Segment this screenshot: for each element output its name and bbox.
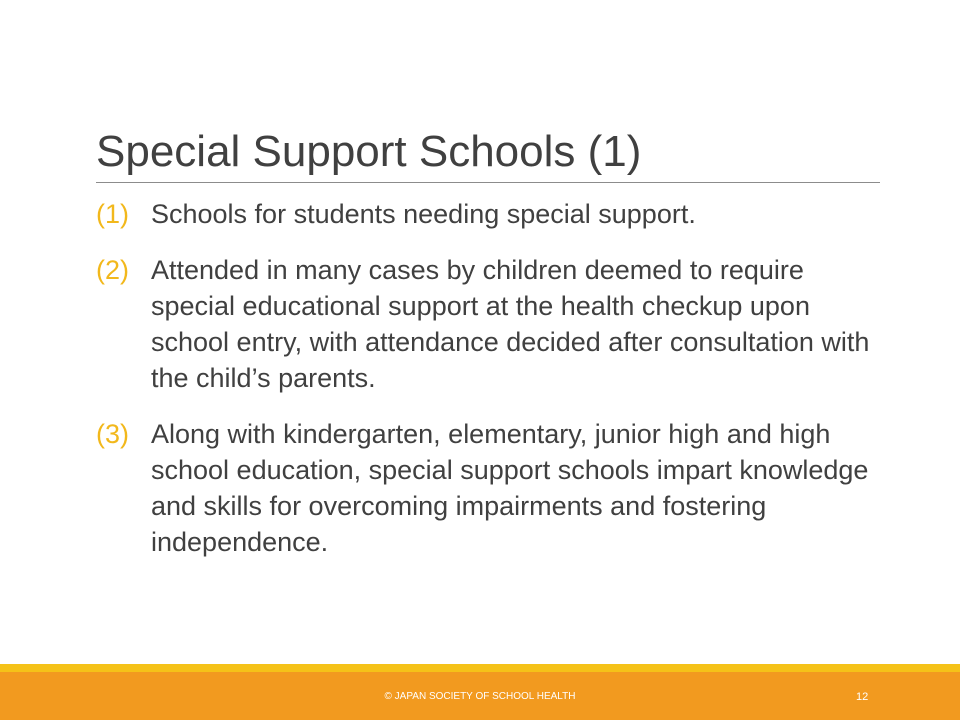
list-item-text: Attended in many cases by children deemed to require special educational support at the health checkup upon school entry, with attendance decided after consultation with the child’s parents.: [151, 255, 870, 393]
footer-accent-stripe: [0, 664, 960, 672]
list-item-text: Along with kindergarten, elementary, junior high and high school education, special support schools impart knowledge and skills for overcoming impairments and fostering independence.: [151, 419, 869, 557]
list-item: [96, 252, 886, 396]
numbered-list: [96, 196, 886, 580]
slide-title: Special Support Schools (1): [96, 127, 642, 176]
footer-copyright: © JAPAN SOCIETY OF SCHOOL HEALTH: [384, 691, 576, 702]
page-number: 12: [856, 691, 869, 703]
list-item: [96, 196, 886, 232]
list-item-text: Schools for students needing special support.: [151, 199, 696, 229]
list-item-number: (2): [96, 255, 129, 285]
title-divider: [96, 182, 880, 183]
list-item-number: (1): [96, 199, 129, 229]
list-item-number: (3): [96, 419, 129, 449]
list-item: [96, 416, 886, 560]
